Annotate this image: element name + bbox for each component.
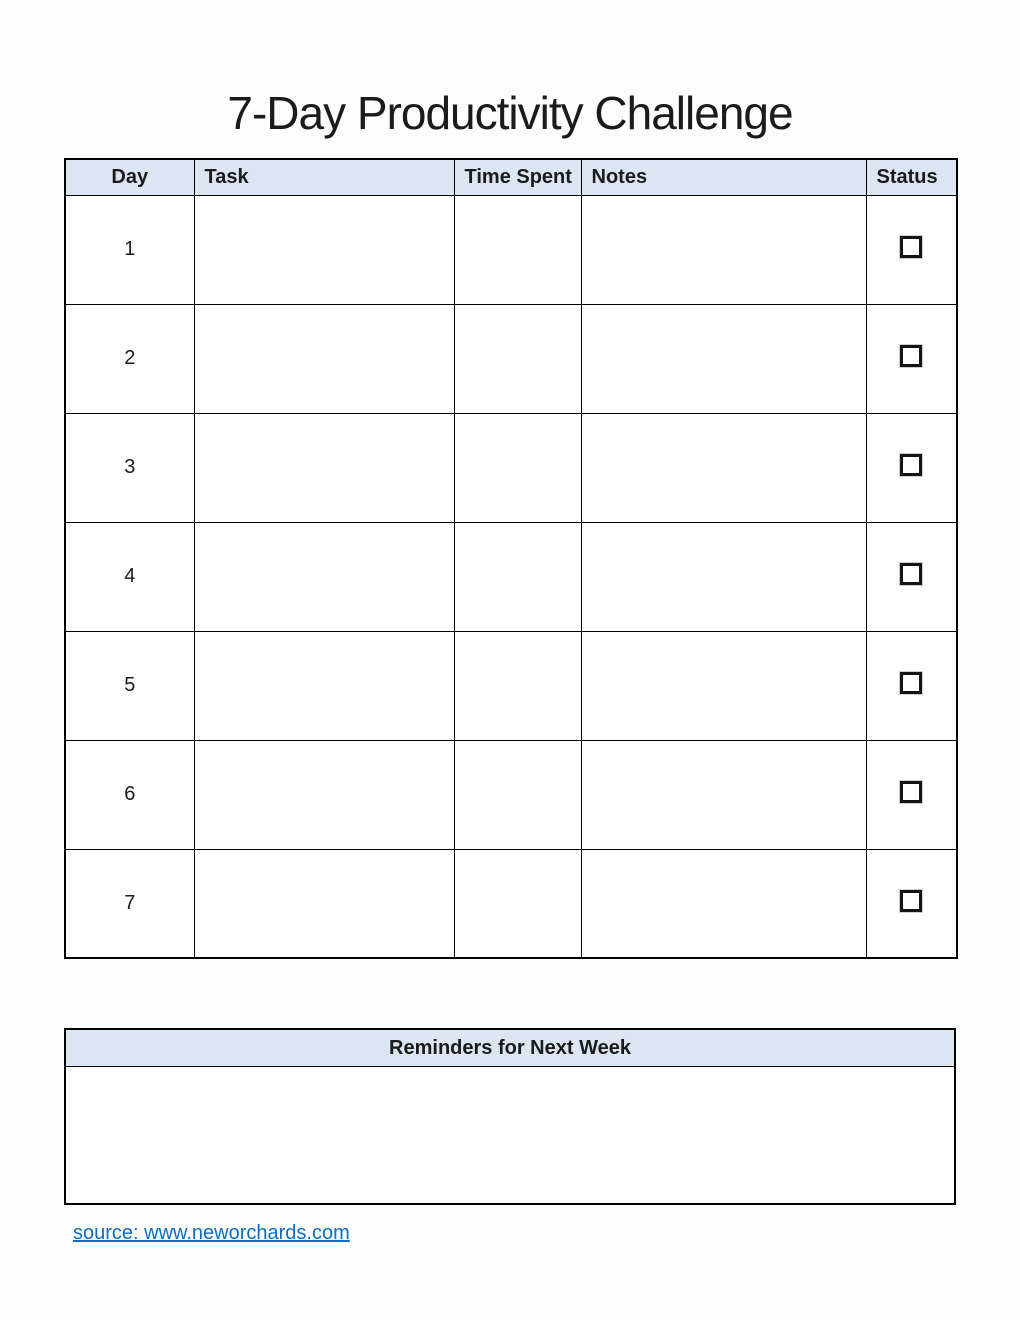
status-checkbox[interactable] <box>900 672 922 694</box>
day-cell: 2 <box>65 304 194 413</box>
notes-cell <box>581 631 866 740</box>
time-spent-cell <box>454 631 581 740</box>
time-spent-cell <box>454 304 581 413</box>
status-checkbox[interactable] <box>900 781 922 803</box>
task-cell <box>194 849 454 958</box>
task-cell <box>194 631 454 740</box>
notes-cell <box>581 195 866 304</box>
reminders-section <box>64 1028 956 1205</box>
status-checkbox[interactable] <box>900 890 922 912</box>
status-cell <box>866 849 957 958</box>
table-row <box>65 631 957 740</box>
status-checkbox[interactable] <box>900 236 922 258</box>
table-row <box>65 849 957 958</box>
status-checkbox[interactable] <box>900 454 922 476</box>
column-header-status: Status <box>866 159 957 195</box>
day-cell: 5 <box>65 631 194 740</box>
day-cell: 6 <box>65 740 194 849</box>
column-header-notes: Notes <box>581 159 866 195</box>
status-cell <box>866 195 957 304</box>
status-cell <box>866 631 957 740</box>
status-cell <box>866 740 957 849</box>
notes-cell <box>581 849 866 958</box>
table-row <box>65 522 957 631</box>
reminders-body <box>66 1067 954 1203</box>
notes-cell <box>581 413 866 522</box>
day-cell: 7 <box>65 849 194 958</box>
table-row <box>65 195 957 304</box>
page-title: 7-Day Productivity Challenge <box>227 87 793 139</box>
day-cell: 4 <box>65 522 194 631</box>
column-header-time-spent: Time Spent <box>454 159 581 195</box>
source-link[interactable]: source: www.neworchards.com <box>73 1222 350 1244</box>
productivity-table <box>64 158 958 959</box>
column-header-day: Day <box>65 159 194 195</box>
table-row <box>65 740 957 849</box>
time-spent-cell <box>454 195 581 304</box>
task-cell <box>194 413 454 522</box>
day-cell: 3 <box>65 413 194 522</box>
status-checkbox[interactable] <box>900 563 922 585</box>
notes-cell <box>581 304 866 413</box>
reminders-header: Reminders for Next Week <box>66 1030 954 1067</box>
status-cell <box>866 304 957 413</box>
task-cell <box>194 304 454 413</box>
status-cell <box>866 413 957 522</box>
table-row <box>65 413 957 522</box>
column-header-task: Task <box>194 159 454 195</box>
table-row <box>65 304 957 413</box>
time-spent-cell <box>454 849 581 958</box>
time-spent-cell <box>454 740 581 849</box>
notes-cell <box>581 522 866 631</box>
status-checkbox[interactable] <box>900 345 922 367</box>
task-cell <box>194 195 454 304</box>
table-header-row <box>65 159 957 195</box>
status-cell <box>866 522 957 631</box>
time-spent-cell <box>454 413 581 522</box>
day-cell: 1 <box>65 195 194 304</box>
task-cell <box>194 740 454 849</box>
time-spent-cell <box>454 522 581 631</box>
notes-cell <box>581 740 866 849</box>
task-cell <box>194 522 454 631</box>
